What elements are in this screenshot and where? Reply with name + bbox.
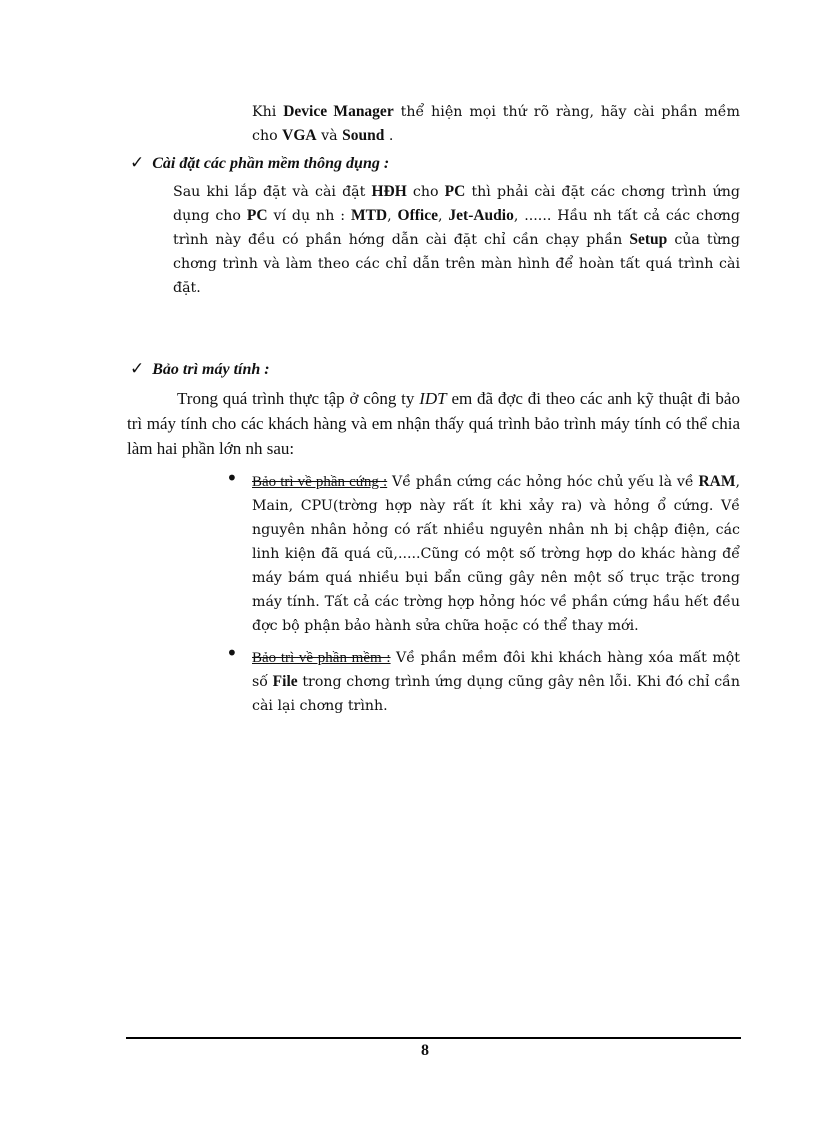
checkmark-icon: ✓ <box>130 359 145 379</box>
page-number: 8 <box>421 1042 429 1059</box>
checkmark-icon: ✓ <box>130 153 145 173</box>
maintenance-heading-text: Bảo trì máy tính : <box>152 361 270 378</box>
bullet-icon: • <box>226 641 238 665</box>
hardware-maintenance-item: Bảo trì về phần cứng : Về phần cứng các hỏng hóc chủ yếu là về RAM, Main, CPU(trờng hợp này rất ít khi xảy ra) và hỏng ổ cứng. Về nguyên nhân hỏng có rất nhiều nguyên nhân nh bị chập điện, các linh kiện đã quá cũ,.....Cũng có một số trờng hợp do khác hàng để máy bám quá nhiều bụi bẩn cũng gây nên một số trục trặc trong máy tính. Tất cả các trờng hợp hỏng hóc về phần cứng hầu hết đều đợc bộ phận bảo hành sửa chữa hoặc có thể thay mới. <box>252 473 740 634</box>
software-install-paragraph: Sau khi lắp đặt và cài đặt HĐH cho PC thì phải cài đặt các chơng trình ứng dụng cho PC ví dụ nh : MTD, Office, Jet-Audio, ...... Hầu nh tất cả các chơng trình này đều có phần hớng dẫn cài đặt chỉ cần chạy phần Setup của từng chơng trình và làm theo các chỉ dẫn trên màn hình để hoàn tất quá trình cài đặt. <box>173 183 740 296</box>
software-maintenance-item: Bảo trì về phần mềm : Về phần mềm đôi khi khách hàng xóa mất một số File trong chơng trình ứng dụng cũng gây nên lỗi. Khi đó chỉ cần cài lại chơng trình. <box>252 650 741 714</box>
device-manager-paragraph: Khi Device Manager thể hiện mọi thứ rõ ràng, hãy cài phần mềm cho VGA và Sound . <box>252 103 740 144</box>
maintenance-intro-paragraph: Trong quá trình thực tập ở công ty IDT em đã đợc đi theo các anh kỹ thuật đi bảo trì máy tính cho các khách hàng và em nhận thấy quá trình bảo trình máy tính có thể chia làm hai phần lớn nh sau: <box>127 389 740 458</box>
hardware-maintenance-title: Bảo trì về phần cứng : <box>252 474 388 490</box>
software-install-heading-text: Cài đặt các phần mềm thông dụng : <box>152 155 390 172</box>
maintenance-heading <box>130 359 270 379</box>
software-maintenance-title: Bảo trì về phần mềm : <box>252 650 391 666</box>
footer-divider <box>126 1037 741 1039</box>
software-install-heading <box>130 153 389 173</box>
bullet-icon: • <box>226 466 238 490</box>
